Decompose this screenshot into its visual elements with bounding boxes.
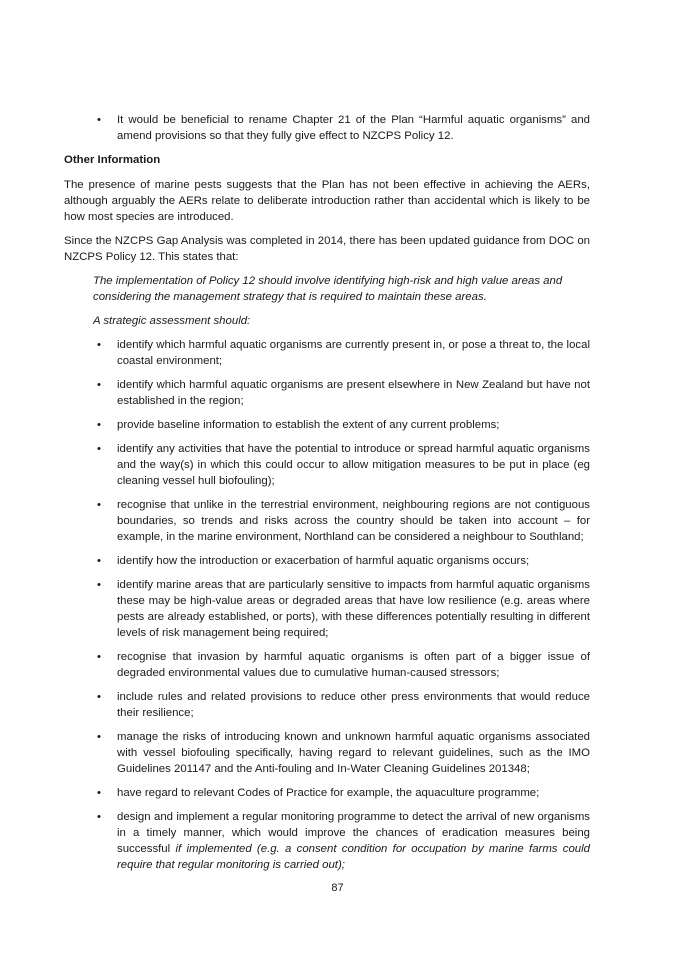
bullet-glyph: • (97, 651, 101, 663)
list-item-text: recognise that invasion by harmful aquatic organisms is often part of a bigger issue of degraded environmental values due to cumulative human-caused stressors; (117, 651, 590, 679)
list-item (93, 785, 590, 801)
list-item (93, 553, 590, 569)
list-item-text: recognise that unlike in the terrestrial environment, neighbouring regions are not contiguous boundaries, so trends and risks across the country should be taken into account – for example, in the marine environment, Northland can be considered a neighbour to Southland; (117, 499, 590, 543)
bullet-glyph: • (97, 691, 101, 703)
page-number: 87 (331, 882, 344, 894)
list-item-text: manage the risks of introducing known and unknown harmful aquatic organisms associated with vessel biofouling specifically, having regard to relevant guidelines, such as the IMO Guidelines 201147 and the Anti-fouling and In-Water Cleaning Guidelines 201348; (117, 731, 590, 775)
list-item (93, 377, 590, 409)
list-item (93, 577, 590, 641)
paragraph: The presence of marine pests suggests that the Plan has not been effective in achieving the AERs, although arguably the AERs relate to deliberate introduction rather than accidental which is likely to be how most species are introduced. (64, 179, 590, 223)
bullet-glyph: • (97, 379, 101, 391)
intro-bullet (64, 112, 590, 144)
list-item-text: identify which harmful aquatic organisms are currently present in, or pose a threat to, the local coastal environment; (117, 339, 590, 367)
list-item-text: provide baseline information to establish the extent of any current problems; (117, 419, 500, 431)
policy-quote (64, 273, 590, 873)
bullet-glyph: • (97, 339, 101, 351)
list-item-text: identify any activities that have the potential to introduce or spread harmful aquatic organisms and the way(s) in which this could occur to allow mitigation measures to be put in place (eg cleaning vessel hull biofouling); (117, 443, 590, 487)
list-item (93, 337, 590, 369)
bullet-glyph: • (97, 443, 101, 455)
quote-lead: The implementation of Policy 12 should involve identifying high-risk and high value areas and considering the management strategy that is required to maintain these areas. (93, 275, 563, 303)
bullet-glyph: • (97, 114, 101, 126)
bullet-glyph: • (97, 499, 101, 511)
bullet-glyph: • (97, 419, 101, 431)
list-item (93, 729, 590, 777)
list-item-text: identify how the introduction or exacerbation of harmful aquatic organisms occurs; (117, 555, 530, 567)
list-item (93, 809, 590, 873)
bullet-glyph: • (97, 731, 101, 743)
list-item-text: include rules and related provisions to reduce other press environments that would reduce their resilience; (117, 691, 590, 719)
list-item (93, 417, 590, 433)
bullet-glyph: • (97, 555, 101, 567)
paragraph: Since the NZCPS Gap Analysis was completed in 2014, there has been updated guidance from DOC on NZCPS Policy 12. This states that: (64, 235, 590, 263)
section-heading: Other Information (64, 154, 161, 166)
list-item-text: identify marine areas that are particularly sensitive to impacts from harmful aquatic organisms these may be high-value areas or degraded areas that have low resilience (e.g. areas where pests are already established, or ports), with these differences potentially resulting in different levels of risk management being required; (117, 579, 590, 639)
list-item-italic-text: if implemented (e.g. a consent condition for occupation by marine farms could require that regular monitoring is carried out); (117, 843, 591, 871)
list-item-text: design and implement a regular monitoring programme to detect the arrival of new organisms in a timely manner, which would improve the chances of eradication measures being successful (117, 811, 590, 855)
bullet-glyph: • (97, 579, 101, 591)
list-item-text: identify which harmful aquatic organisms are present elsewhere in New Zealand but have not established in the region; (117, 379, 590, 407)
list-item (93, 649, 590, 681)
list-item-text: have regard to relevant Codes of Practice for example, the aquaculture programme; (117, 787, 540, 799)
list-item (93, 689, 590, 721)
quote-assessment: A strategic assessment should: (93, 315, 251, 327)
list-item (93, 497, 590, 545)
document-page (64, 112, 590, 881)
bullet-glyph: • (97, 787, 101, 799)
list-item (93, 441, 590, 489)
bullet-glyph: • (97, 811, 101, 823)
intro-bullet-text: It would be beneficial to rename Chapter 21 of the Plan “Harmful aquatic organisms” and amend provisions so that they fully give effect to NZCPS Policy 12. (117, 114, 590, 142)
